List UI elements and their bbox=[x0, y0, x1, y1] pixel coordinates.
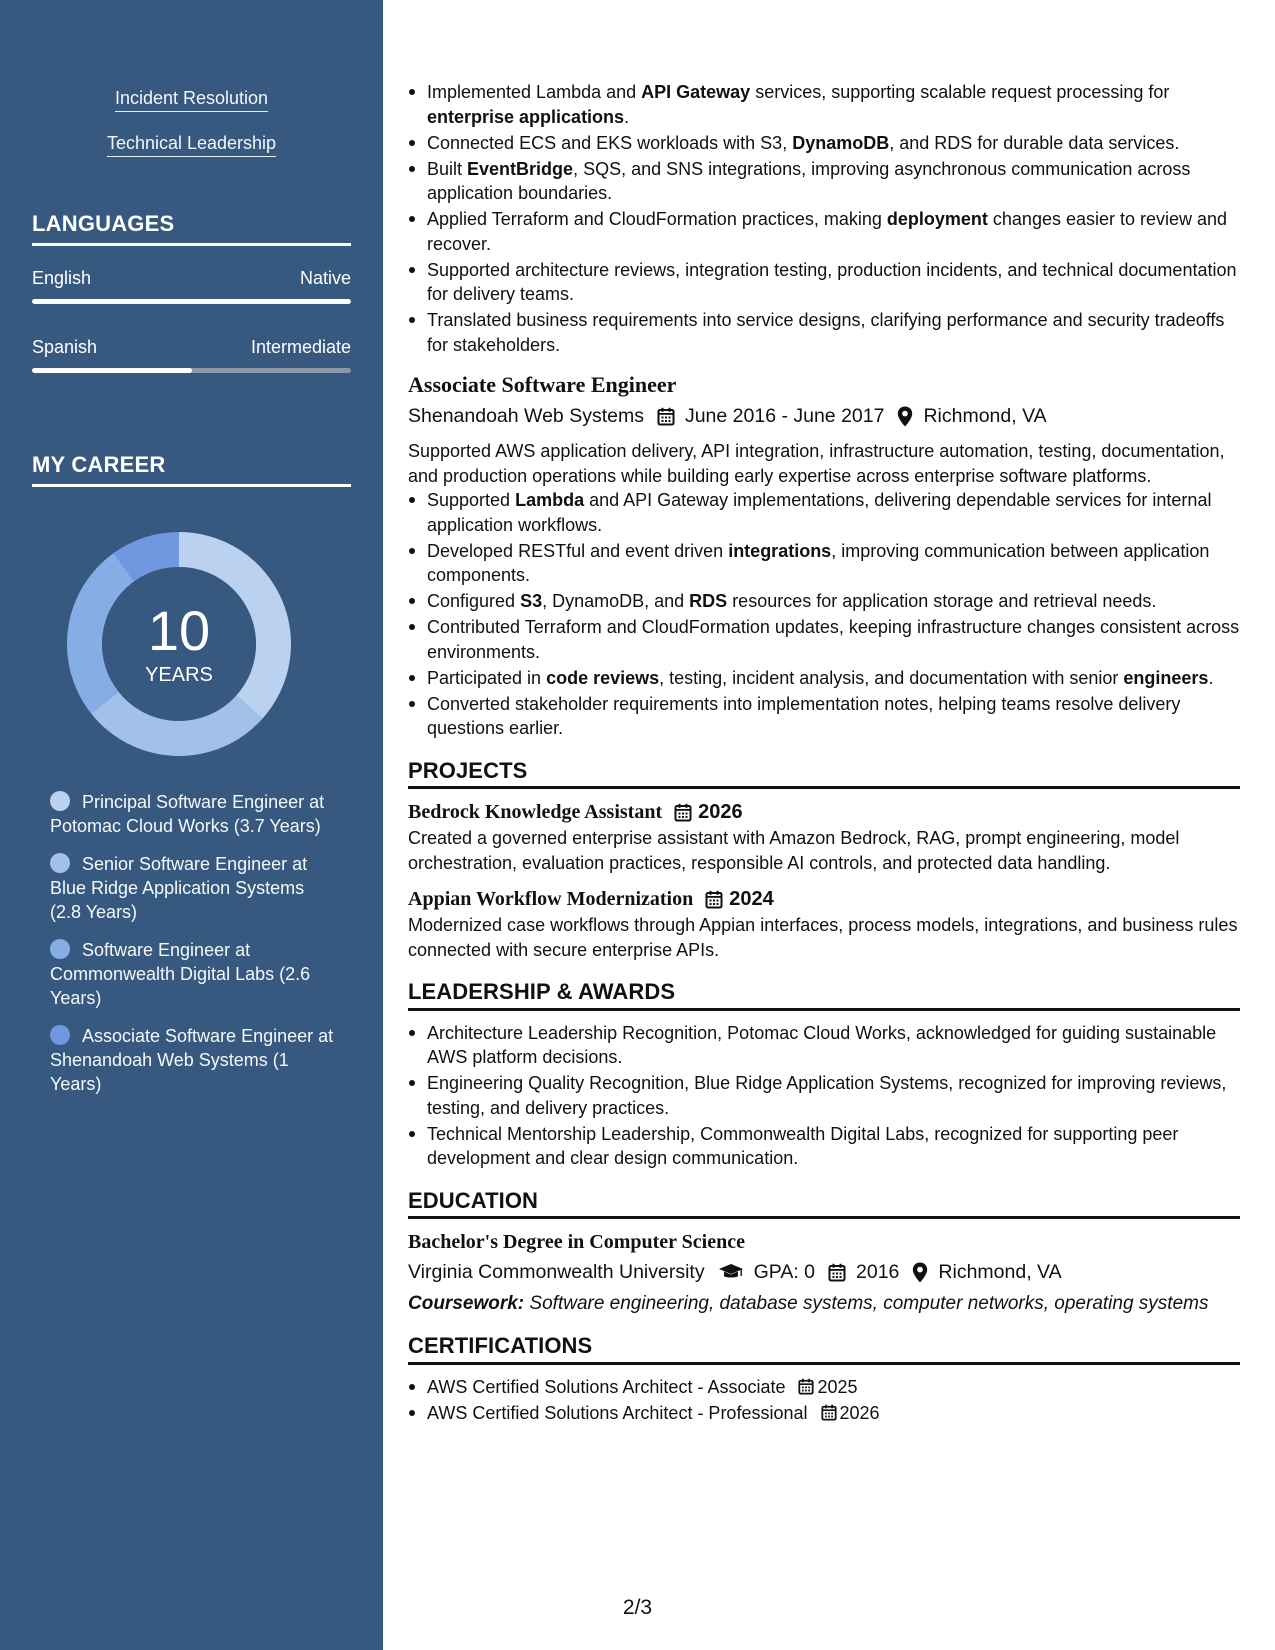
language-bar-fill bbox=[32, 368, 192, 373]
language-row-spanish bbox=[32, 337, 351, 358]
languages-heading: LANGUAGES bbox=[32, 211, 351, 246]
school-location: Richmond, VA bbox=[938, 1261, 1062, 1283]
bullet-item: Built EventBridge, SQS, and SNS integrations, improving asynchronous communication across application boundaries. bbox=[408, 157, 1240, 206]
coursework-text: Software engineering, database systems, computer networks, operating systems bbox=[524, 1293, 1209, 1314]
career-legend-dot bbox=[50, 1025, 70, 1045]
project-year: 2024 bbox=[729, 888, 774, 910]
career-total-years: 10 bbox=[147, 599, 211, 662]
certification-name: AWS Certified Solutions Architect - Professional bbox=[427, 1402, 808, 1423]
language-level: Native bbox=[299, 268, 351, 288]
job-location: Richmond, VA bbox=[923, 405, 1047, 427]
certification-year: 2025 bbox=[817, 1376, 858, 1397]
map-pin-icon bbox=[897, 406, 913, 427]
project-title-row bbox=[408, 886, 1240, 913]
bullet-item: Configured S3, DynamoDB, and RDS resources for application storage and retrieval needs. bbox=[408, 589, 1240, 614]
project-title: Bedrock Knowledge Assistant bbox=[408, 801, 663, 823]
language-name: English bbox=[32, 268, 92, 288]
career-list bbox=[50, 790, 335, 1110]
career-heading: MY CAREER bbox=[32, 452, 351, 487]
skill-link-incident-resolution[interactable]: Incident Resolution bbox=[0, 88, 383, 112]
awards-heading: LEADERSHIP & AWARDS bbox=[408, 980, 1240, 1011]
skill-link-technical-leadership[interactable]: Technical Leadership bbox=[0, 133, 383, 157]
career-donut-svg bbox=[66, 531, 292, 757]
award-item: Engineering Quality Recognition, Blue Ridge Application Systems, recognized for improving reviews, testing, and delivery practices. bbox=[408, 1071, 1240, 1120]
calendar-icon bbox=[674, 803, 692, 822]
career-item: Software Engineer at Commonwealth Digital Labs (2.6 Years) bbox=[50, 940, 311, 1008]
bullet-item: Supported architecture reviews, integration testing, production incidents, and technical documentation for delivery teams. bbox=[408, 258, 1240, 307]
education-heading: EDUCATION bbox=[408, 1189, 1240, 1220]
certification-name: AWS Certified Solutions Architect - Associate bbox=[427, 1376, 786, 1397]
sidebar bbox=[0, 0, 383, 1650]
map-pin-icon bbox=[912, 1262, 928, 1283]
job-summary: Supported AWS application delivery, API integration, infrastructure automation, testing, documentation, and production operations while building early expertise across enterprise software platforms. bbox=[408, 441, 1225, 486]
projects-heading: PROJECTS bbox=[408, 759, 1240, 790]
job-bullets bbox=[408, 488, 1240, 741]
language-level: Intermediate bbox=[250, 337, 351, 357]
career-legend-dot bbox=[50, 853, 70, 873]
calendar-icon bbox=[798, 1378, 814, 1395]
award-item: Technical Mentorship Leadership, Commonwealth Digital Labs, recognized for supporting peer development and clear design communication. bbox=[408, 1122, 1240, 1171]
certification-item bbox=[408, 1401, 1240, 1426]
language-name: Spanish bbox=[32, 337, 98, 357]
calendar-icon bbox=[828, 1263, 846, 1282]
certification-item bbox=[408, 1375, 1240, 1400]
career-years-label: YEARS bbox=[145, 664, 213, 686]
bullet-item: Supported Lambda and API Gateway implementations, delivering dependable services for internal application workflows. bbox=[408, 488, 1240, 537]
main-content bbox=[408, 80, 1240, 1427]
bullet-item: Connected ECS and EKS workloads with S3, DynamoDB, and RDS for durable data services. bbox=[408, 131, 1240, 156]
career-legend-dot bbox=[50, 939, 70, 959]
language-row-english bbox=[32, 268, 351, 289]
graduation-year: 2016 bbox=[856, 1261, 900, 1283]
certifications-heading: CERTIFICATIONS bbox=[408, 1334, 1240, 1365]
awards-list bbox=[408, 1021, 1240, 1171]
award-item: Architecture Leadership Recognition, Potomac Cloud Works, acknowledged for guiding sustainable AWS platform decisions. bbox=[408, 1021, 1240, 1070]
career-legend-dot bbox=[50, 791, 70, 811]
project-year: 2026 bbox=[698, 801, 743, 823]
job-dates: June 2016 - June 2017 bbox=[684, 405, 885, 427]
job-title: Associate Software Engineer bbox=[408, 372, 677, 397]
project-title: Appian Workflow Modernization bbox=[408, 888, 694, 910]
job-meta bbox=[408, 402, 1240, 430]
project-title-row bbox=[408, 799, 1240, 826]
previous-job-bullets bbox=[408, 80, 1240, 357]
bullet-item: Applied Terraform and CloudFormation practices, making deployment changes easier to review and recover. bbox=[408, 207, 1240, 256]
coursework-label: Coursework: bbox=[408, 1293, 525, 1314]
bullet-item: Participated in code reviews, testing, incident analysis, and documentation with senior engineers. bbox=[408, 666, 1240, 691]
project-description: Modernized case workflows through Appian interfaces, process models, integrations, and business rules connected with secure enterprise APIs. bbox=[408, 915, 1238, 960]
career-item: Principal Software Engineer at Potomac Cloud Works (3.7 Years) bbox=[50, 792, 325, 836]
certification-year: 2026 bbox=[839, 1402, 880, 1423]
bullet-item: Developed RESTful and event driven integrations, improving communication between application components. bbox=[408, 539, 1240, 588]
bullet-item: Converted stakeholder requirements into implementation notes, helping teams resolve delivery questions earlier. bbox=[408, 692, 1240, 741]
coursework bbox=[408, 1292, 1240, 1316]
career-item: Senior Software Engineer at Blue Ridge Application Systems (2.8 Years) bbox=[50, 854, 308, 922]
language-bar-english bbox=[32, 299, 351, 304]
bullet-item: Contributed Terraform and CloudFormation updates, keeping infrastructure changes consistent across environments. bbox=[408, 615, 1240, 664]
language-bar-fill bbox=[32, 299, 351, 304]
calendar-icon bbox=[705, 890, 723, 909]
gpa: GPA: 0 bbox=[753, 1261, 816, 1283]
career-donut-chart bbox=[66, 531, 292, 757]
graduation-cap-icon bbox=[718, 1263, 744, 1281]
calendar-icon bbox=[821, 1404, 837, 1421]
school-name: Virginia Commonwealth University bbox=[408, 1261, 705, 1283]
education-meta bbox=[408, 1258, 1240, 1286]
bullet-item: Translated business requirements into service designs, clarifying performance and security tradeoffs for stakeholders. bbox=[408, 308, 1240, 357]
page-number: 2/3 bbox=[622, 1596, 653, 1619]
degree-title: Bachelor's Degree in Computer Science bbox=[408, 1231, 745, 1253]
job-company: Shenandoah Web Systems bbox=[408, 405, 644, 427]
language-bar-spanish bbox=[32, 368, 351, 373]
project-description: Created a governed enterprise assistant with Amazon Bedrock, RAG, prompt engineering, model orchestration, evaluation practices, responsible AI controls, and protected data handling. bbox=[408, 828, 1180, 873]
certifications-list bbox=[408, 1375, 1240, 1426]
bullet-item: Implemented Lambda and API Gateway services, supporting scalable request processing for enterprise applications. bbox=[408, 80, 1240, 129]
career-item: Associate Software Engineer at Shenandoah Web Systems (1 Years) bbox=[50, 1026, 334, 1094]
calendar-icon bbox=[657, 407, 675, 426]
